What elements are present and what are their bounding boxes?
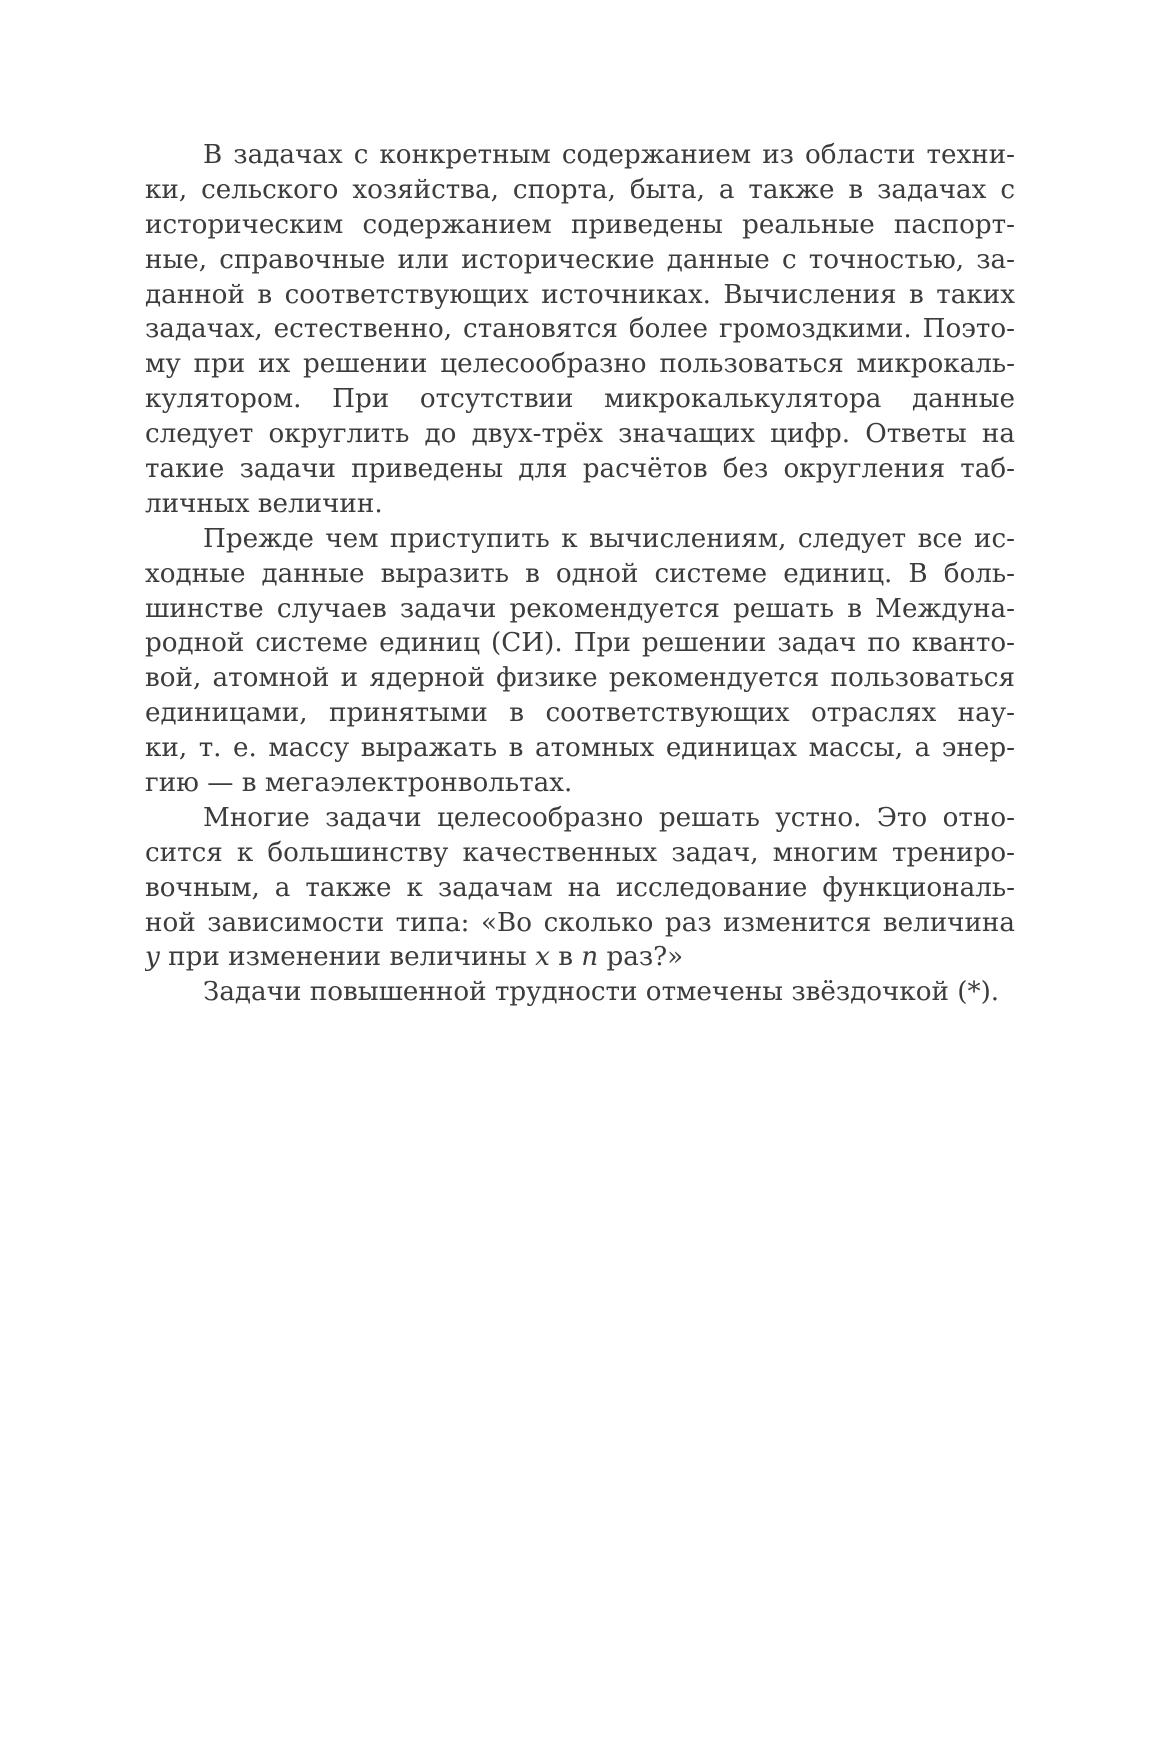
paragraph-3	[145, 801, 1015, 975]
formula-text: в	[549, 942, 582, 973]
text-line: му при их решении целесообразно пользоваться микрокаль-	[145, 349, 1015, 380]
text-line: данной в соответствующих источниках. Вычисления в таких	[145, 279, 1015, 310]
variable-n: n	[581, 942, 599, 973]
text-line: задачах, естественно, становятся более громоздкими. Поэто-	[145, 314, 1015, 345]
text-line: единицами, принятыми в соответствующих отраслях нау-	[145, 698, 1015, 729]
text-line: гию — в мегаэлектронвольтах.	[145, 768, 573, 799]
text-line: ки, т. е. массу выражать в атомных единицах массы, а энер-	[145, 733, 1015, 764]
formula-line	[145, 940, 1015, 975]
paragraph-4	[145, 975, 1015, 1010]
text-line: такие задачи приведены для расчётов без округления таб-	[145, 454, 1015, 485]
text-line: ки, сельского хозяйства, спорта, быта, а также в задачах с	[145, 174, 1015, 205]
text-line: кулятором. При отсутствии микрокалькулятора данные	[145, 384, 1015, 415]
text-line: Прежде чем приступить к вычислениям, следует все ис-	[203, 523, 1015, 554]
text-line: Многие задачи целесообразно решать устно. Это отно-	[203, 802, 1015, 833]
text-line: вочным, а также к задачам на исследование функциональ-	[145, 872, 1015, 903]
variable-x: x	[535, 942, 550, 973]
paragraph-2	[145, 522, 1015, 801]
text-line: сится к большинству качественных задач, многим трениро-	[145, 837, 1015, 868]
text-line: историческим содержанием приведены реальные паспорт-	[145, 209, 1015, 240]
text-line: родной системе единиц (СИ). При решении задач по кванто-	[145, 628, 1015, 659]
variable-y: y	[145, 942, 160, 973]
paragraph-1	[145, 138, 1015, 522]
formula-text: раз?»	[598, 942, 684, 973]
text-line: ной зависимости типа: «Во сколько раз изменится величина	[145, 907, 1015, 938]
text-line: ходные данные выразить в одной системе единиц. В боль-	[145, 558, 1015, 589]
body-text	[145, 138, 1015, 1010]
text-line: Задачи повышенной трудности отмечены звёздочкой (*).	[203, 977, 1000, 1008]
text-line: вой, атомной и ядерной физике рекомендуется пользоваться	[145, 663, 1015, 694]
text-line: ные, справочные или исторические данные с точностью, за-	[145, 244, 1015, 275]
formula-text: при изменении величины	[159, 942, 536, 973]
text-line: личных величин.	[145, 488, 383, 519]
text-line: следует округлить до двух-трёх значащих цифр. Ответы на	[145, 419, 1015, 450]
text-line: В задачах с конкретным содержанием из области техни-	[203, 140, 1015, 170]
text-line: шинстве случаев задачи рекомендуется решать в Междуна-	[145, 593, 1015, 624]
